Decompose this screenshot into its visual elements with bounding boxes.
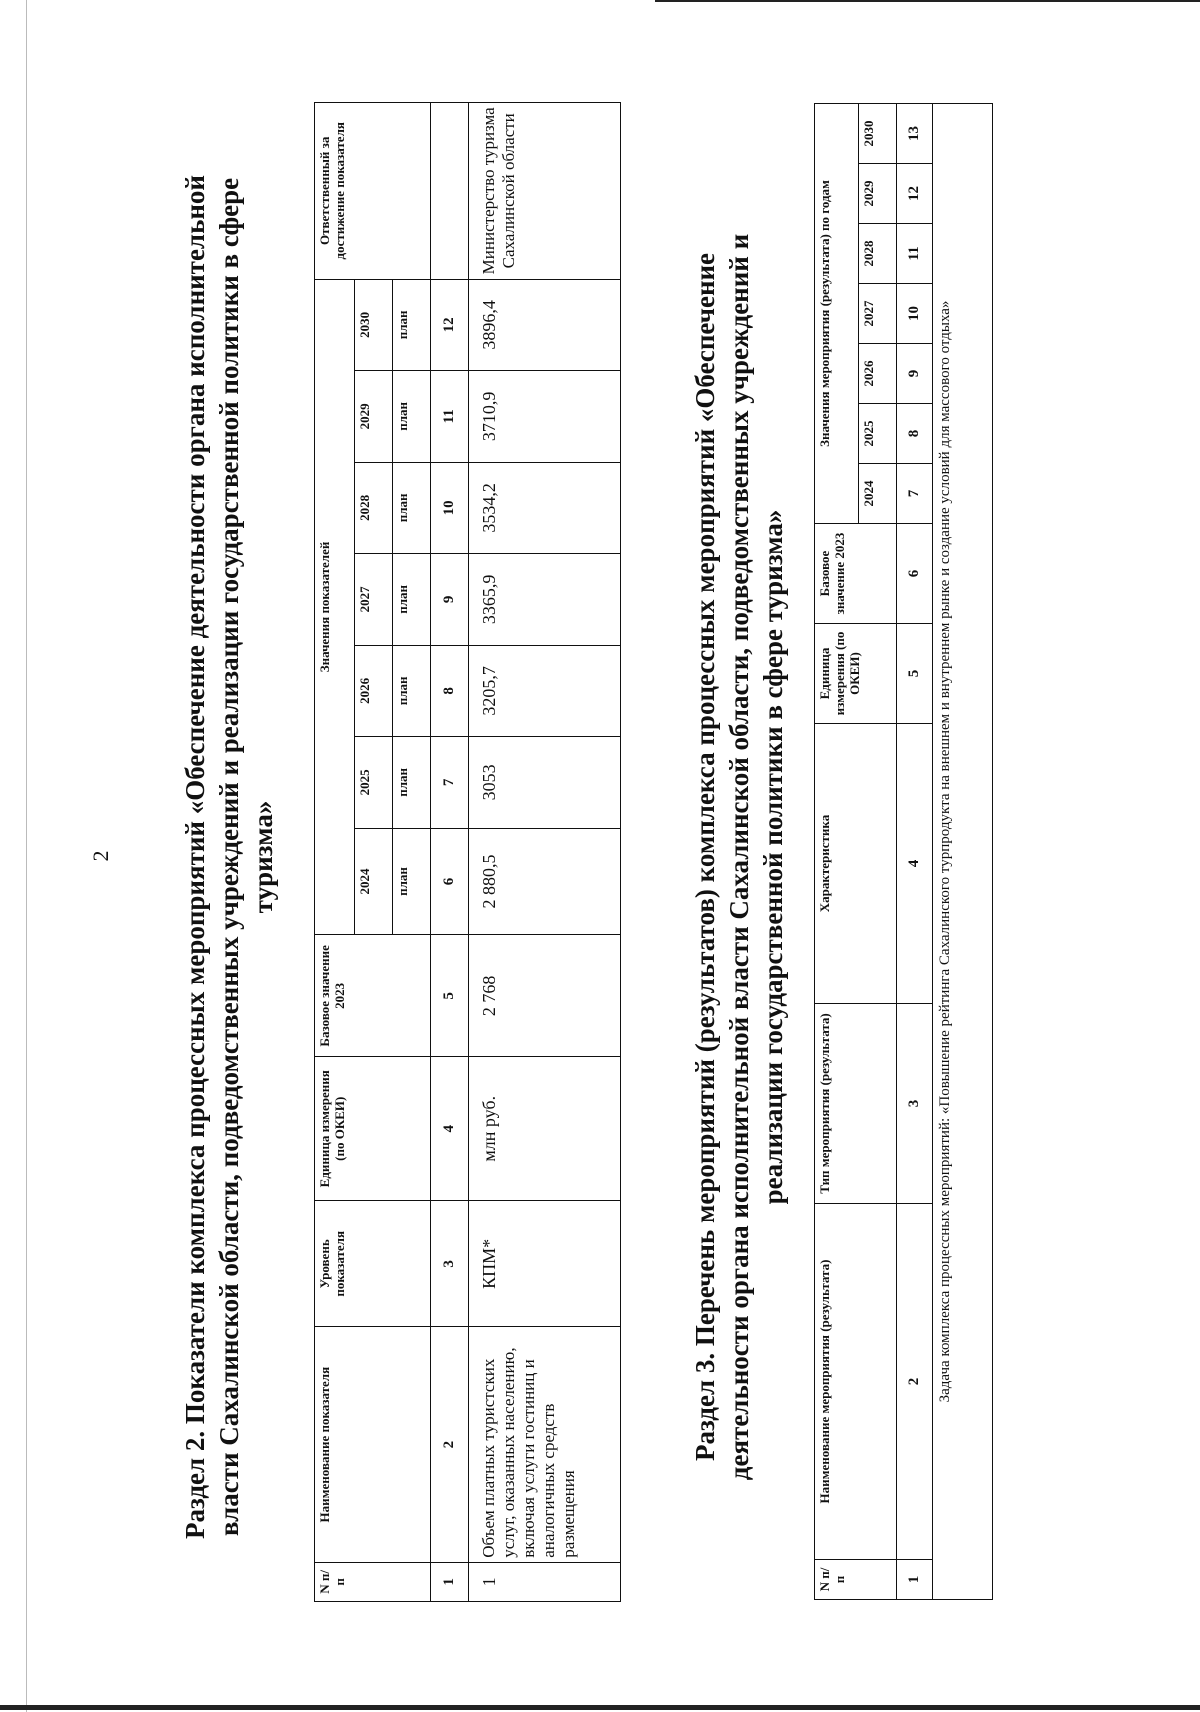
header-base-value: Базовое значение 2023 <box>815 524 897 624</box>
indicator-level: КПМ* <box>469 1201 621 1327</box>
col-number: 6 <box>431 828 469 935</box>
col-number: 11 <box>431 371 469 463</box>
col-number: 7 <box>431 737 469 829</box>
col-number: 3 <box>897 1004 933 1204</box>
header-responsible: Ответственный за достижение показателя <box>315 103 431 280</box>
column-number-row <box>431 103 469 1602</box>
year-2028: 2028 <box>355 462 393 554</box>
indicator-unit: млн руб. <box>469 1057 621 1201</box>
year-2029: 2029 <box>859 164 897 224</box>
col-number: 3 <box>431 1201 469 1327</box>
header-level: Уровень показателя <box>315 1201 431 1327</box>
value-2025: 3053 <box>469 737 621 829</box>
col-number: 8 <box>897 404 933 464</box>
col-number: 2 <box>897 1204 933 1560</box>
col-number: 1 <box>897 1560 933 1600</box>
header-measure-type: Тип мероприятия (результата) <box>815 1004 897 1204</box>
task-text: Задача комплекса процессных мероприятий: «Повышение рейтинга Сахалинского турпродукта на внешнем и внутреннем рынке и создание условий для массового отдыха» <box>933 103 993 1599</box>
plan-label: план <box>393 828 431 935</box>
col-number: 4 <box>897 724 933 1004</box>
year-2030: 2030 <box>859 103 897 163</box>
header-characteristic: Характеристика <box>815 724 897 1004</box>
header-measure-name: Наименование мероприятия (результата) <box>815 1204 897 1560</box>
measures-table <box>814 103 993 1600</box>
value-2030: 3896,4 <box>469 279 621 371</box>
section3-title: Раздел 3. Перечень мероприятий (результатов) комплекса процессных мероприятий «Обеспечение деятельности органа исполнительной власти Сахалинской области, подведомственных учреждений и реализации государственной политики в сфере туризма» <box>690 233 788 1481</box>
col-number: 5 <box>897 624 933 724</box>
year-2024: 2024 <box>355 828 393 935</box>
value-2029: 3710,9 <box>469 371 621 463</box>
year-2026: 2026 <box>355 645 393 737</box>
col-number: 2 <box>431 1327 469 1562</box>
header-values-group: Значения показателей <box>315 279 355 935</box>
year-2029: 2029 <box>355 371 393 463</box>
responsible-party: Министерство туризма Сахалинской области <box>469 103 621 280</box>
year-2024: 2024 <box>859 464 897 524</box>
page-number: 2 <box>88 850 113 862</box>
value-2024: 2 880,5 <box>469 828 621 935</box>
header-num: N п/п <box>315 1562 431 1601</box>
col-number: 9 <box>431 554 469 646</box>
col-number: 7 <box>897 464 933 524</box>
plan-label: план <box>393 279 431 371</box>
header-unit: Единица измерения (по ОКЕИ) <box>315 1057 431 1201</box>
indicators-table <box>314 102 621 1602</box>
year-2025: 2025 <box>859 404 897 464</box>
col-number: 9 <box>897 344 933 404</box>
col-number: 5 <box>431 935 469 1057</box>
year-2025: 2025 <box>355 737 393 829</box>
value-2027: 3365,9 <box>469 554 621 646</box>
header-num: N п/п <box>815 1560 897 1600</box>
col-number: 11 <box>897 224 933 284</box>
header-row-1 <box>315 103 355 1602</box>
plan-label: план <box>393 554 431 646</box>
col-number: 4 <box>431 1057 469 1201</box>
col-number: 6 <box>897 524 933 624</box>
column-number-row <box>897 103 933 1599</box>
year-2027: 2027 <box>355 554 393 646</box>
table-row <box>469 103 621 1602</box>
value-2028: 3534,2 <box>469 462 621 554</box>
plan-label: план <box>393 737 431 829</box>
col-number: 12 <box>897 164 933 224</box>
year-2026: 2026 <box>859 344 897 404</box>
value-2026: 3205,7 <box>469 645 621 737</box>
header-unit: Единица измерения (по ОКЕИ) <box>815 624 897 724</box>
col-number: 10 <box>897 284 933 344</box>
year-2027: 2027 <box>859 284 897 344</box>
base-value: 2 768 <box>469 935 621 1057</box>
section2-title: Раздел 2. Показатели комплекса процессных мероприятий «Обеспечение деятельности органа исполнительной власти Сахалинской области, подведомственных учреждений и реализации государственной политики в сфере туризма» <box>180 175 278 1539</box>
year-2030: 2030 <box>355 279 393 371</box>
col-number: 10 <box>431 462 469 554</box>
col-number: 8 <box>431 645 469 737</box>
header-values-group: Значения мероприятия (результата) по годам <box>815 103 859 523</box>
header-row-1 <box>815 103 859 1599</box>
indicator-name: Объем платных туристских услуг, оказанных населению, включая услуги гостиниц и аналогичных средств размещения <box>469 1327 621 1562</box>
col-number: 13 <box>897 103 933 163</box>
col-number: 1 <box>431 1562 469 1601</box>
plan-label: план <box>393 645 431 737</box>
col-number-empty <box>431 103 469 280</box>
header-base-value: Базовое значение 2023 <box>315 935 431 1057</box>
col-number: 12 <box>431 279 469 371</box>
header-indicator-name: Наименование показателя <box>315 1327 431 1562</box>
task-row <box>933 103 993 1599</box>
year-2028: 2028 <box>859 224 897 284</box>
plan-label: план <box>393 371 431 463</box>
row-num: 1 <box>469 1562 621 1601</box>
plan-label: план <box>393 462 431 554</box>
